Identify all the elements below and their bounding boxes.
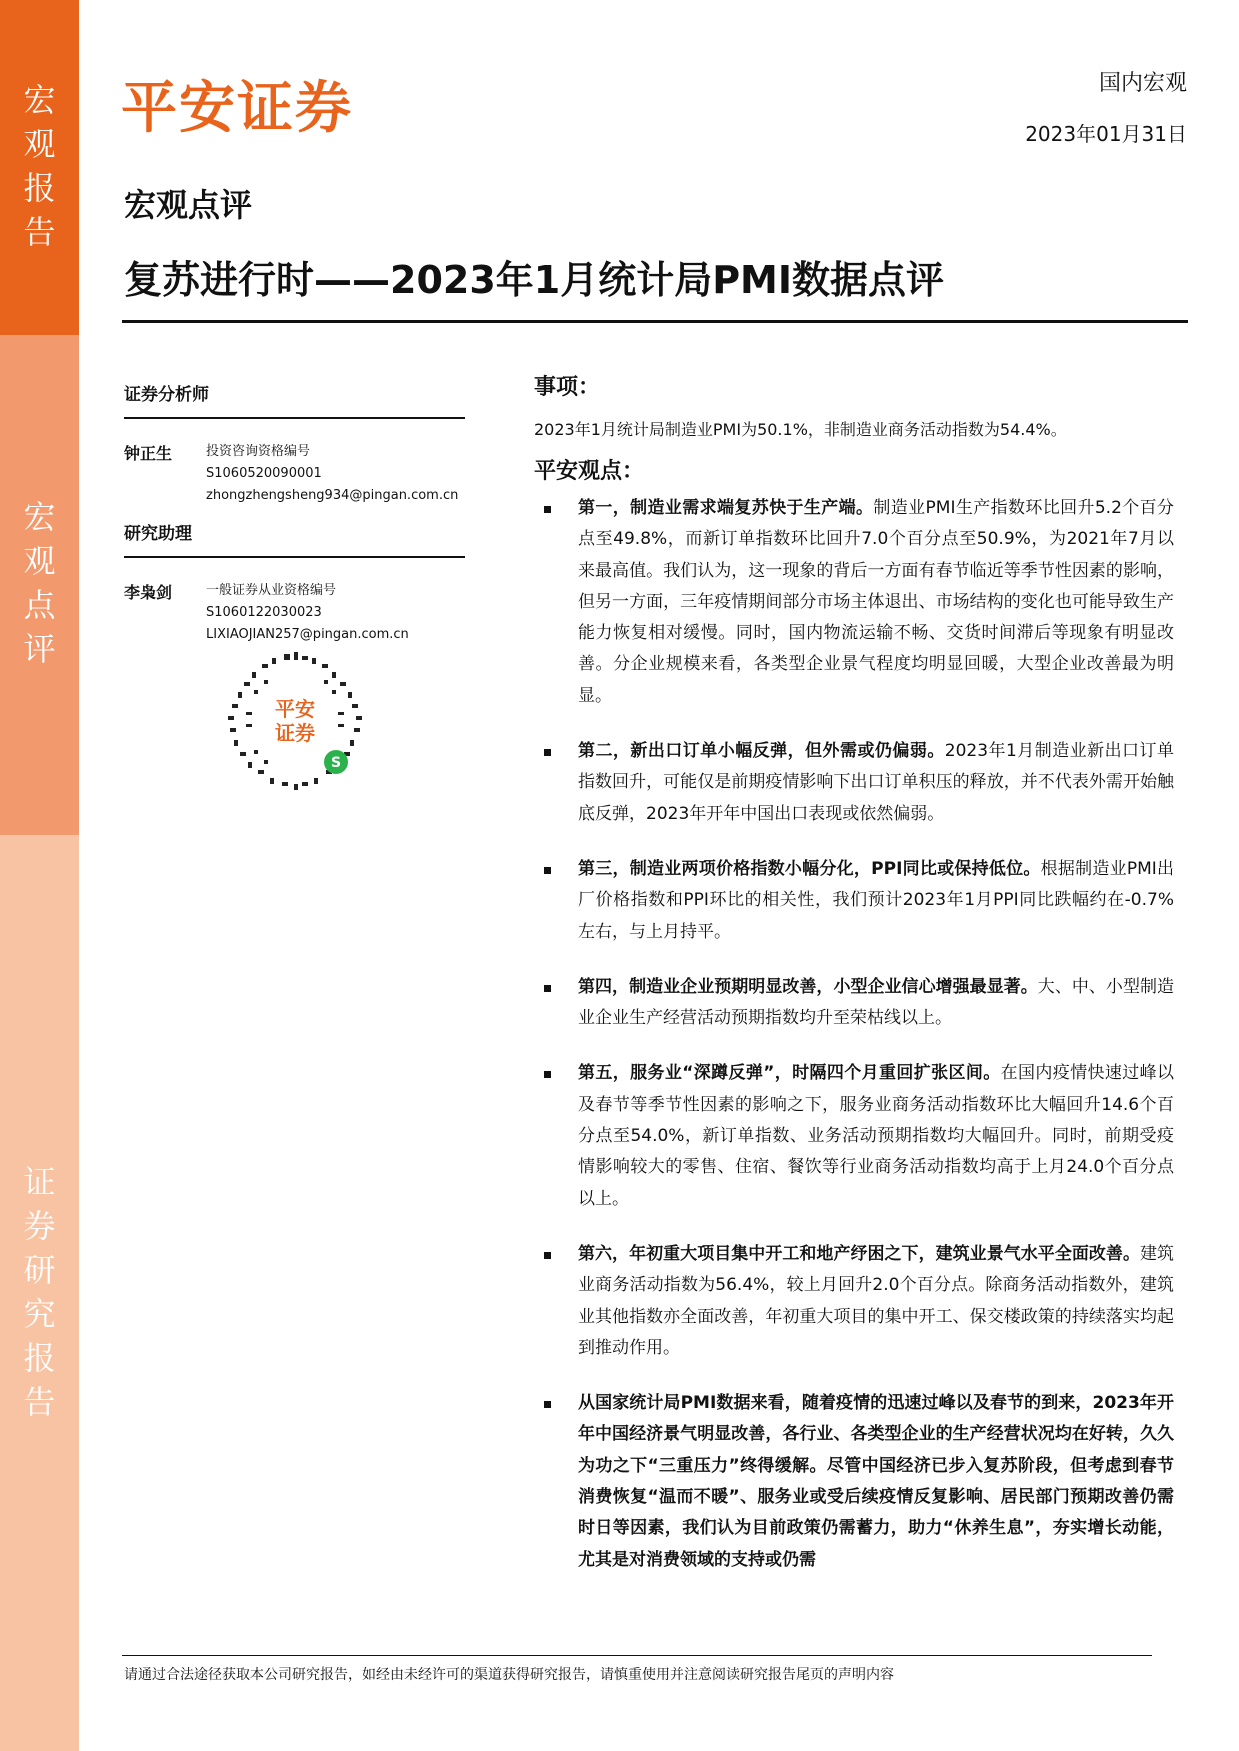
- analyst-license: S1060520090001: [206, 466, 322, 481]
- view-body: 根据制造业PMI出厂价格指数和PPI环比的相关性，我们预计2023年1月PPI同比跌幅约在-0.7%左右，与上月持平。: [578, 858, 1174, 942]
- sidebar-segment-comment: [0, 335, 79, 835]
- assistant-card: [124, 580, 465, 646]
- analyst-card: [124, 441, 465, 507]
- view-lead: 第六，年初重大项目集中开工和地产纾困之下，建筑业景气水平全面改善。: [578, 1243, 1140, 1264]
- view-body: 制造业PMI生产指数环比回升5.2个百分点至49.8%，而新订单指数环比回升7.0个百分点至50.9%，为2021年7月以来最高值。我们认为，这一现象的背后一方面有春节临近等季节性因素的影响，但另一方面，三年疫情期间部分市场主体退出、市场结构的变化也可能导致生产能力恢复相对缓慢。同时，国内物流运输不畅、交货时间滞后等现象有明显改善。分企业规模来看，各类型企业景气程度均明显回暖，大型企业改善最为明显。: [578, 498, 1175, 706]
- company-logo: 平安证券: [121, 76, 353, 141]
- view-body: 建筑业商务活动指数为56.4%，较上月回升2.0个百分点。除商务活动指数外，建筑业其他指数亦全面改善，年初重大项目的集中开工、保交楼政策的持续落实均起到推动作用。: [578, 1243, 1175, 1358]
- mini-program-qr-code[interactable]: [224, 650, 366, 792]
- event-text: 2023年1月统计局制造业PMI为50.1%，非制造业商务活动指数为54.4%。: [534, 420, 1067, 439]
- bullet-marker: [544, 867, 551, 874]
- svg-text:证券: 证券: [275, 721, 315, 745]
- sidebar-label-comment: 宏观点评: [23, 498, 56, 668]
- assistant-info: [206, 580, 409, 646]
- sidebar-label-research: 证券研究报告: [23, 1163, 56, 1421]
- svg-text:S: S: [330, 755, 342, 771]
- title-divider: [122, 320, 1188, 323]
- footer-divider: [122, 1655, 1152, 1656]
- assistant-license: S1060122030023: [206, 605, 322, 620]
- report-title: 复苏进行时——2023年1月统计局PMI数据点评: [124, 258, 945, 302]
- sidebar-label-report: 宏观报告: [23, 81, 56, 251]
- event-heading: 事项：: [534, 375, 601, 400]
- view-list: [534, 493, 1174, 1576]
- assistant-heading: 研究助理: [124, 519, 465, 558]
- footer-disclaimer: 请通过合法途径获取本公司研究报告，如经由未经许可的渠道获得研究报告，请慎重使用并注意阅读研究报告尾页的声明内容: [124, 1667, 894, 1683]
- bullet-marker: [544, 985, 551, 992]
- bullet-marker: [544, 1071, 551, 1078]
- report-date: 2023年01月31日: [1025, 122, 1187, 146]
- view-item-1: [534, 493, 1174, 712]
- analyst-email[interactable]: zhongzhengsheng934@pingan.com.cn: [206, 488, 459, 503]
- left-sidebar: [0, 0, 79, 1751]
- bullet-marker: [544, 1252, 551, 1259]
- report-type: 宏观点评: [124, 186, 253, 224]
- analyst-info: [206, 441, 458, 507]
- view-lead: 第四，制造业企业预期明显改善，小型企业信心增强最显著。: [578, 976, 1038, 997]
- view-item-3: [534, 854, 1174, 948]
- view-lead: 第二，新出口订单小幅反弹，但外需或仍偏弱。: [578, 741, 945, 762]
- bullet-marker: [544, 749, 551, 756]
- view-item-5: [534, 1058, 1174, 1214]
- sidebar-segment-report: [0, 0, 79, 335]
- report-category: 国内宏观: [1098, 71, 1187, 96]
- view-body: 在国内疫情快速过峰以及春节等季节性因素的影响之下，服务业商务活动指数环比大幅回升14.6个百分点至54.0%，新订单指数、业务活动预期指数均大幅回升。同时，前期受疫情影响较大的零售、住宿、餐饮等行业商务活动指数均高于上月24.0个百分点以上。: [578, 1063, 1174, 1209]
- analyst-name: 钟正生: [124, 444, 173, 463]
- bullet-marker: [544, 1401, 551, 1408]
- content-column: [534, 370, 1174, 1600]
- view-lead: 第三，制造业两项价格指数小幅分化，PPI同比或保持低位。: [578, 858, 1041, 879]
- svg-text:平安: 平安: [275, 697, 315, 721]
- analyst-qual-label: 投资咨询资格编号: [206, 444, 311, 459]
- assistant-qual-label: 一般证券从业资格编号: [206, 583, 337, 598]
- view-lead: 第五，服务业“深蹲反弹”，时隔四个月重回扩张区间。: [578, 1063, 1001, 1084]
- view-body: 大、中、小型制造业企业生产经营活动预期指数均升至荣枯线以上。: [578, 976, 1175, 1029]
- assistant-name: 李枭剑: [124, 583, 173, 602]
- view-heading: 平安观点：: [534, 459, 645, 484]
- view-body: 2023年1月制造业新出口订单指数回升，可能仅是前期疫情影响下出口订单积压的释放，并不代表外需开始触底反弹，2023年开年中国出口表现或依然偏弱。: [578, 741, 1174, 824]
- view-item-summary: [534, 1388, 1174, 1576]
- view-item-2: [534, 736, 1174, 830]
- bullet-marker: [544, 506, 551, 513]
- sidebar-segment-research: [0, 835, 79, 1751]
- view-lead: 从国家统计局PMI数据来看，随着疫情的迅速过峰以及春节的到来，2023年开年中国经济景气明显改善，各行业、各类型企业的生产经营状况均在好转，久久为功之下“三重压力”终得缓解。尽管中国经济已步入复苏阶段，但考虑到春节消费恢复“温而不暖”、服务业或受后续疫情反复影响、居民部门预期改善仍需时日等因素，我们认为目前政策仍需蓄力，助力“休养生息”，夯实增长动能，尤其是对消费领域的支持或仍需: [578, 1393, 1174, 1570]
- analyst-heading: 证券分析师: [124, 380, 465, 419]
- view-item-6: [534, 1239, 1174, 1364]
- view-item-4: [534, 972, 1174, 1035]
- assistant-email[interactable]: LIXIAOJIAN257@pingan.com.cn: [206, 627, 409, 642]
- view-lead: 第一，制造业需求端复苏快于生产端。: [578, 498, 874, 518]
- analyst-column: [124, 380, 465, 771]
